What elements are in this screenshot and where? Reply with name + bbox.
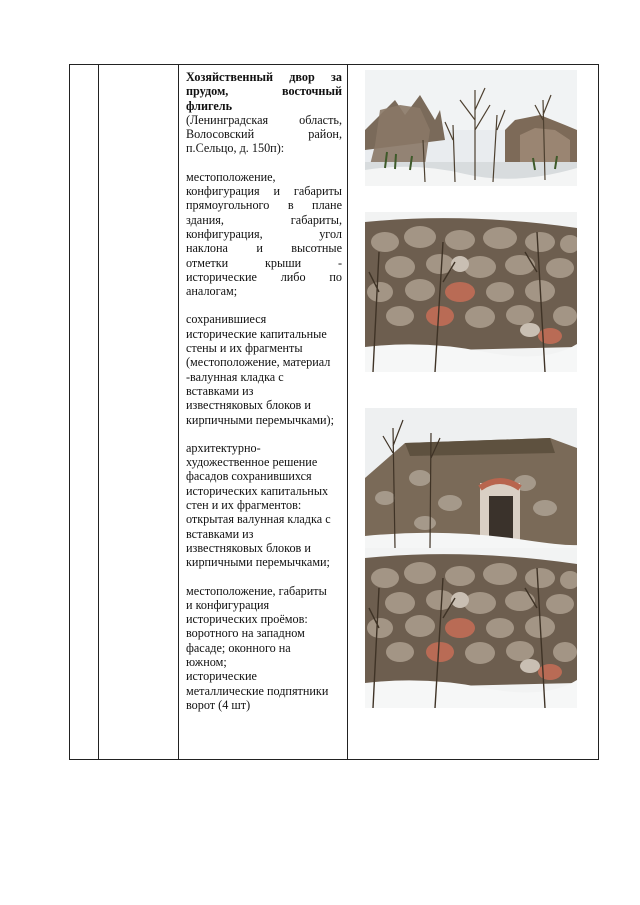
text-line: архитектурно- (186, 440, 261, 455)
text-line: исторические капитальные (186, 326, 327, 341)
title-line: флигель (186, 98, 233, 113)
column-divider (178, 65, 179, 759)
text-line: исторических капитальных (186, 483, 329, 498)
text-line: металлические подпятники (186, 683, 329, 698)
address-line: п.Сельцо, д. 150п): (186, 141, 285, 156)
text-line: фасаде; оконного на (186, 640, 291, 655)
text-line: кирпичными перемычками; (186, 555, 330, 570)
text-line: воротного на западном (186, 626, 305, 641)
building-with-doorway-photo (365, 408, 577, 548)
text-line: отметки крыши - (186, 255, 342, 270)
text-line: стен и их фрагментов: (186, 498, 302, 513)
object-title (186, 70, 342, 113)
text-line: открытая валунная кладка с (186, 512, 331, 527)
text-line: исторических проёмов: (186, 612, 308, 627)
text-line: фасадов сохранившихся (186, 469, 312, 484)
text-line: известняковых блоков и (186, 540, 311, 555)
address-line: Волосовский район, (186, 127, 342, 142)
text-line: аналогам; (186, 284, 238, 299)
text-line: конфигурация и габариты (186, 184, 342, 199)
text-line: стены и их фрагменты (186, 341, 303, 356)
text-line: художественное решение (186, 455, 318, 470)
column-divider (98, 65, 99, 759)
title-line: прудом, восточный (186, 84, 342, 99)
stone-wall-photo (365, 548, 577, 708)
text-line: южном; (186, 654, 227, 669)
address-line: (Ленинградская область, (186, 112, 342, 127)
text-line: исторические (186, 669, 257, 684)
stone-wall-photo (365, 212, 577, 372)
ruins-photo (365, 70, 577, 186)
object-description (186, 70, 342, 712)
text-line: вставками из (186, 383, 254, 398)
text-line: прямоугольного в плане (186, 198, 342, 213)
text-line: здания, габариты, (186, 212, 342, 227)
section-openings (186, 584, 342, 713)
title-line: Хозяйственный двор за (186, 70, 342, 84)
object-address (186, 113, 342, 156)
text-line: и конфигурация (186, 597, 270, 612)
text-line: местоположение, габариты (186, 583, 327, 598)
text-line: кирпичными перемычками); (186, 412, 334, 427)
text-line: известняковых блоков и (186, 398, 311, 413)
section-walls (186, 312, 342, 426)
text-line: -валунная кладка с (186, 369, 284, 384)
text-line: наклона и высотные (186, 241, 342, 256)
section-roof (186, 170, 342, 299)
column-divider (347, 65, 348, 759)
text-line: ворот (4 шт) (186, 697, 251, 712)
text-line: вставками из (186, 526, 254, 541)
text-line: исторические либо по (186, 269, 342, 284)
text-line: сохранившиеся (186, 312, 267, 327)
text-line: местоположение, (186, 169, 276, 184)
section-facades (186, 441, 342, 570)
text-line: конфигурация, угол (186, 226, 342, 241)
text-line: (местоположение, материал (186, 355, 331, 370)
